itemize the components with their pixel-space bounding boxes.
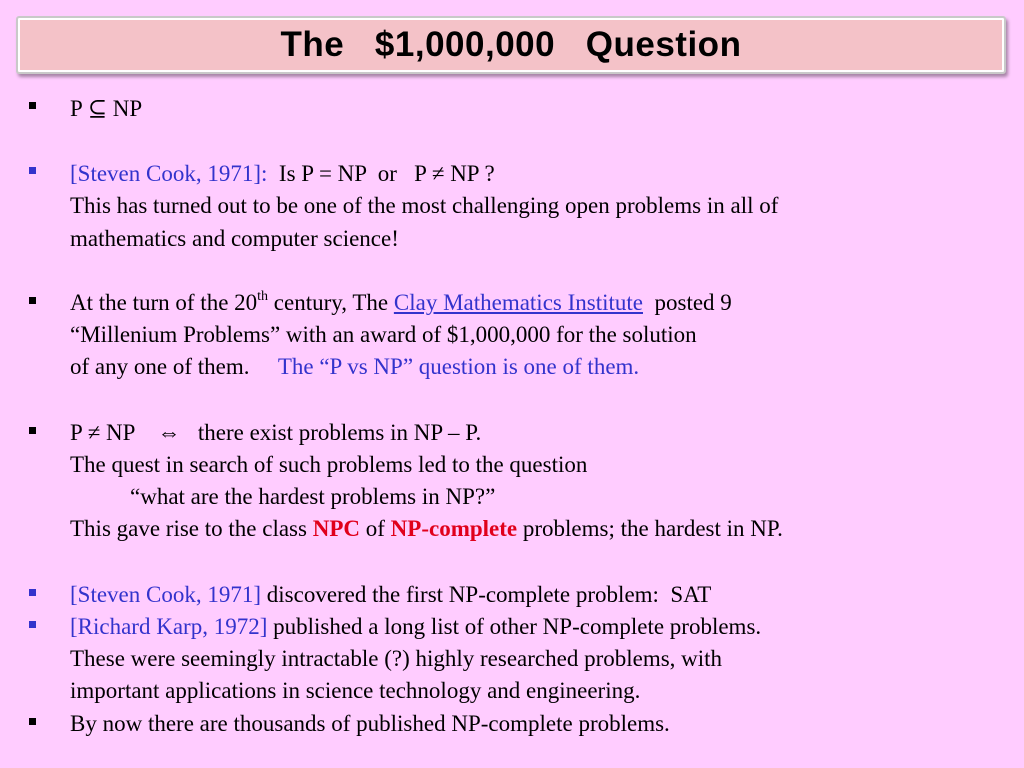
thousands-line: By now there are thousands of published NP-complete problems. bbox=[70, 711, 670, 736]
npc-class-line bbox=[70, 517, 783, 540]
p-vs-np-question: Is P = NP or P ≠ NP ? bbox=[267, 161, 495, 186]
bullet-square-icon bbox=[29, 297, 36, 304]
p-neq-np-text: P ≠ NP bbox=[70, 420, 158, 445]
p-vs-np-note: The “P vs NP” question is one of them. bbox=[277, 354, 640, 379]
exist-problems-text: there exist problems in NP – P. bbox=[180, 420, 482, 445]
bullet-square-icon bbox=[29, 427, 36, 434]
bullet-square-icon bbox=[29, 102, 36, 109]
karp-line bbox=[70, 615, 761, 638]
clay-institute-line bbox=[70, 291, 732, 314]
millenium-problems-line: “Millenium Problems” with an award of $1,000,000 for the solution bbox=[70, 322, 697, 347]
cook-citation-2: [Steven Cook, 1971] bbox=[70, 582, 262, 607]
slide-title: The $1,000,000 Question bbox=[280, 25, 742, 64]
cook-sat-line bbox=[70, 583, 711, 606]
hardest-question-line: “what are the hardest problems in NP?” bbox=[130, 484, 496, 509]
any-one-text: of any one of them. bbox=[70, 354, 278, 379]
one-of-them-line bbox=[70, 355, 639, 378]
bullet-square-icon bbox=[29, 718, 36, 725]
karp-citation: [Richard Karp, 1972] bbox=[70, 614, 268, 639]
intractable-line: These were seemingly intractable (?) highly researched problems, with bbox=[70, 646, 723, 671]
gave-rise-text: This gave rise to the class bbox=[70, 516, 313, 541]
cook-citation: [Steven Cook, 1971]: bbox=[70, 161, 268, 186]
posted-text: posted 9 bbox=[643, 290, 732, 315]
bullet-square-icon bbox=[29, 589, 36, 596]
math-cs-line: mathematics and computer science! bbox=[70, 226, 399, 251]
np-complete-term: NP-complete bbox=[390, 516, 518, 541]
iff-arrow-icon: ⇔ bbox=[157, 420, 181, 445]
npc-term: NPC bbox=[312, 516, 360, 541]
century-text: century, The bbox=[268, 290, 394, 315]
hardest-in-np-text: problems; the hardest in NP. bbox=[517, 516, 783, 541]
applications-line: important applications in science technology and engineering. bbox=[70, 678, 641, 703]
turn-of-century-text: At the turn of the 20 bbox=[70, 290, 258, 315]
bullet-square-icon bbox=[29, 621, 36, 628]
superscript-th: th bbox=[257, 289, 269, 305]
p-subset-np-line: P ⊆ NP bbox=[70, 96, 143, 121]
karp-text: published a long list of other NP-complete problems. bbox=[267, 614, 762, 639]
of-text: of bbox=[360, 516, 391, 541]
clay-institute-link[interactable]: Clay Mathematics Institute bbox=[393, 290, 643, 315]
bullet-square-icon bbox=[29, 167, 36, 174]
quest-line: The quest in search of such problems led to the question bbox=[70, 452, 588, 477]
cook-question-line bbox=[70, 162, 495, 185]
challenging-problems-line: This has turned out to be one of the most challenging open problems in all of bbox=[70, 193, 779, 218]
sat-text: discovered the first NP-complete problem: SAT bbox=[261, 582, 712, 607]
p-neq-np-equivalence-line bbox=[70, 421, 481, 444]
